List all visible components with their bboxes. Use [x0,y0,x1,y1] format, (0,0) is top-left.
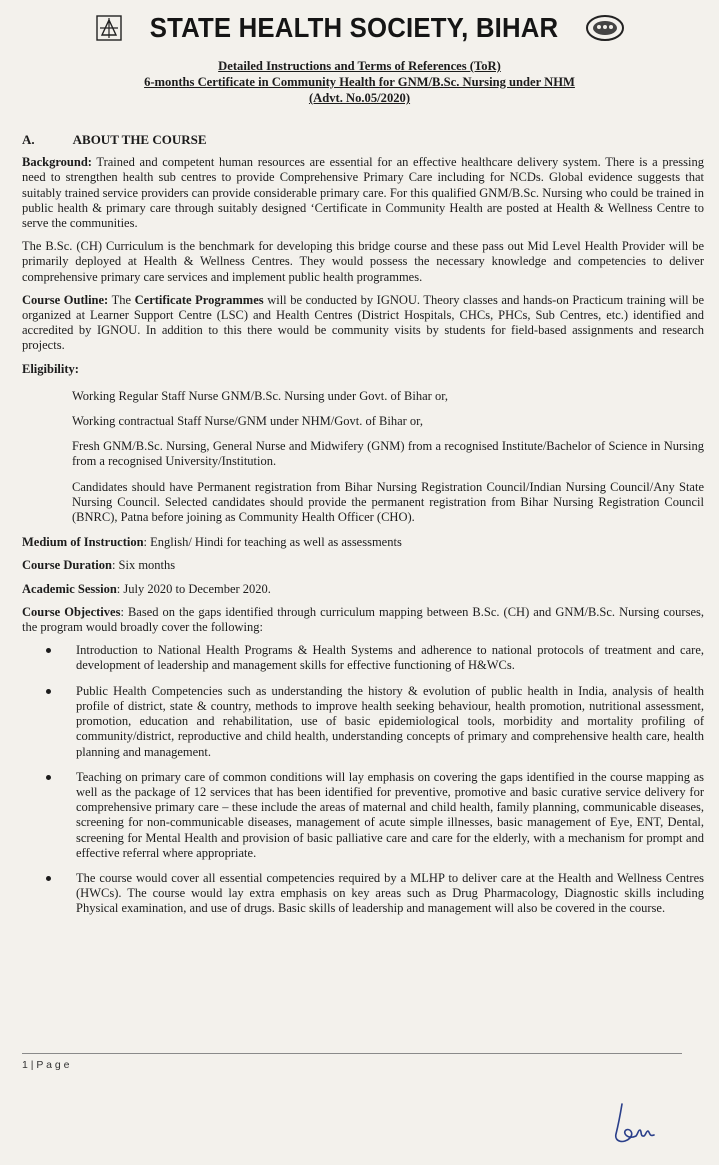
curriculum-paragraph: The B.Sc. (CH) Curriculum is the benchmark for developing this bridge course and these pass out Mid Level Health Provider will be primarily deployed at Health & Wellness Centres. They would possess the necessary knowledge and competencies to deliver comprehensive primary care services and implement public health programmes. [22,239,704,284]
background-label: Background: [22,155,92,170]
eligibility-item: Fresh GNM/B.Sc. Nursing, General Nurse and Midwifery (GNM) from a recognised Institute/Bachelor of Science in Nursing from a recognised University/Institution. [72,439,704,469]
eligibility-item: Candidates should have Permanent registration from Bihar Nursing Registration Council/Indian Nursing Council/Any State Nursing Council. Selected candidates should provide the permanent registration from Bihar Nursing Registration Council (BNRC), Patna before joining as Community Health Officer (CHO). [72,479,704,525]
duration-text: : Six months [111,558,176,573]
seal-icon [585,14,625,42]
masthead [0,8,719,48]
emblem-icon [94,13,124,43]
page-number: 1 | P a g e [22,1059,70,1071]
duration-paragraph [22,558,704,573]
list-item [22,684,704,760]
document-title [0,58,719,106]
footer-divider [22,1053,682,1054]
objective-text: The course would cover all essential competencies required by a MLHP to deliver care at the Health and Wellness Centres (HWCs). The course would lay extra emphasis on key areas such as Drug Pharmacology, Diagnostic skills including Physical examination, and use of drugs. Basic skills of leadership and management will also be covered in the course. [76,870,704,916]
session-label: Academic Session [22,581,117,596]
list-item [22,643,704,673]
bullet-icon [46,689,51,694]
objective-text: Introduction to National Health Programs & Health Systems and adherence to national protocols of treatment and care, development of leadership and management skills for effective functioning of H&WCs. [76,643,704,673]
outline-bold: Certificate Programmes [134,292,264,307]
objective-text: Public Health Competencies such as understanding the history & evolution of public health in India, analysis of health profile of district, state & country, methods to improve health seeking behaviour, health promotion, nutritional assessment, promotion, education and rehabilitation, use of basic epidemiological tools, morbidity and mortality profiling of community/district, reproductive and child health, understanding concepts of primary and comprehensive health care, health planning and management. [76,683,704,759]
outline-label: Course Outline: [22,292,109,307]
objectives-list [22,643,704,916]
session-paragraph [22,582,704,597]
section-heading [22,132,704,147]
bullet-icon [46,648,51,653]
duration-label: Course Duration [22,558,112,573]
section-title: ABOUT THE COURSE [72,132,207,147]
session-text: : July 2020 to December 2020. [116,581,271,596]
list-item [22,770,704,861]
objectives-label: Course Objectives [22,604,121,619]
eligibility-heading: Eligibility: [22,361,79,376]
eligibility-item: Working contractual Staff Nurse/GNM under NHM/Govt. of Bihar or, [72,414,423,429]
background-paragraph [22,155,704,231]
eligibility-item: Working Regular Staff Nurse GNM/B.Sc. Nursing under Govt. of Bihar or, [72,388,448,403]
bullet-icon [46,775,51,780]
medium-label: Medium of Instruction [22,535,144,550]
title-line-3: (Advt. No.05/2020) [308,91,411,105]
objective-text: Teaching on primary care of common conditions will lay emphasis on covering the gaps identified in the course mapping as well as the package of 12 services that has been identified for preventive, promotive and basic curative service delivery for comprehensive primary care – these include the areas of maternal and child health, family planning, communicable diseases, screening for non-communicable diseases, management of acute simple illnesses, basic management of Eye, ENT, Dental, screening for Mental Health and provision of basic palliative care and care for the elderly, with a mechanism for prompt and effective referral where appropriate. [76,769,704,860]
medium-paragraph [22,535,704,550]
objectives-paragraph [22,605,704,635]
signature-icon [600,1100,670,1150]
outline-text: will be conducted by IGNOU. Theory classes and hands-on Practicum training will be organized at Learner Support Centre (LSC) and Health Centres (District Hospitals, CHCs, PHCs, Sub Centres, etc.) identified and accredited by IGNOU. In addition to this there would be community visits by students for field-based assignments and research projects. [22,292,704,353]
outline-pre: The [108,292,135,307]
bullet-icon [46,876,51,881]
objectives-text: : Based on the gaps identified through curriculum mapping between B.Sc. (CH) and GNM/B.Sc. Nursing courses, the program would broadly cover the following: [22,604,704,635]
org-name: STATE HEALTH SOCIETY, BIHAR [150,12,559,43]
list-item [22,871,704,917]
title-line-1: Detailed Instructions and Terms of References (ToR) [218,59,501,73]
document-body [22,132,704,927]
outline-paragraph [22,293,704,354]
section-label: A. [22,132,35,147]
background-text: Trained and competent human resources are essential for an effective healthcare delivery system. There is a pressing need to strengthen health sub centres to provide Comprehensive Primary Care including for NCDs. Global evidence suggests that suitably trained service providers can provide considerable primary care. For this qualified GNM/B.Sc. Nursing who could be trained in public health & primary care through suitably designed ‘Certificate in Community Health are posted at Health & Wellness Centre to serve the communities. [22,155,704,231]
medium-text: : English/ Hindi for teaching as well as assessments [143,535,402,550]
title-line-2: 6-months Certificate in Community Health for GNM/B.Sc. Nursing under NHM [144,75,575,89]
